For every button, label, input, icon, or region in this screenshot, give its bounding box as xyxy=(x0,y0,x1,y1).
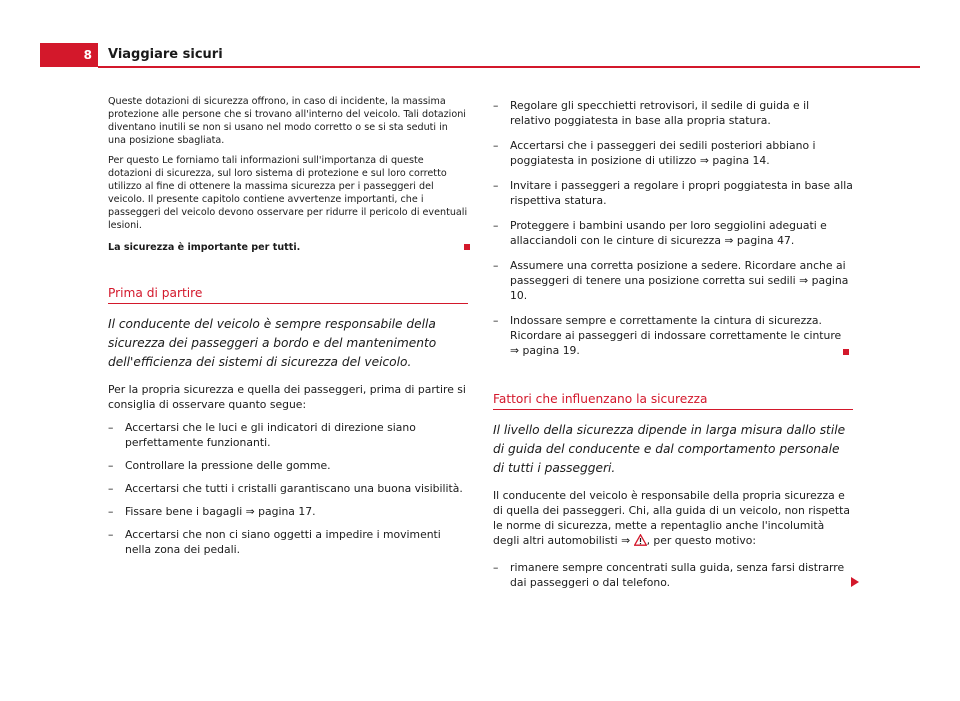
intro-paragraph-1: Queste dotazioni di sicurezza offrono, in caso di incidente, la massima protezione alle persone che si trovano all'interno del veicolo. Tali dotazioni diventano inutili se non si usano nel modo corretto o se si sta seduti in una posizione sbagliata. xyxy=(108,96,466,146)
list-item: – Accertarsi che le luci e gli indicatori di direzione siano perfettamente funzionanti. xyxy=(108,420,468,450)
section-title-prima-di-partire: Prima di partire xyxy=(108,284,468,304)
page-title: Viaggiare sicuri xyxy=(108,47,223,62)
page-reference-link[interactable]: ⇒ pagina 47. xyxy=(724,234,795,247)
section-body: Il conducente del veicolo è responsabile della propria sicurezza e di quella dei passeggeri. Chi, alla guida di un veicolo, non rispetta le norme di sicurezza, mette a repentaglio anche l'incolumità degli altri automobilisti ⇒ , per questo motivo: xyxy=(493,489,850,547)
section-end-icon xyxy=(464,244,470,250)
list-item: – Indossare sempre e correttamente la cintura di sicurezza. Ricordare ai passeggeri di indossare correttamente le cinture ⇒ pagina 19. xyxy=(493,313,853,358)
page-reference-link[interactable]: ⇒ pagina 14. xyxy=(699,154,770,167)
list-item: – Regolare gli specchietti retrovisori, il sedile di guida e il relativo poggiatesta in base alla propria statura. xyxy=(493,98,853,128)
checklist xyxy=(108,420,468,557)
list-item: – Accertarsi che tutti i cristalli garantiscano una buona visibilità. xyxy=(108,481,468,496)
right-column xyxy=(493,98,853,590)
list-item: – Accertarsi che i passeggeri dei sedili posteriori abbiano i poggiatesta in posizione di utilizzo ⇒ pagina 14. xyxy=(493,138,853,168)
page-reference-link[interactable]: ⇒ pagina 10. xyxy=(510,274,849,302)
checklist-final xyxy=(493,560,853,590)
page-reference-link[interactable]: ⇒ pagina 19. xyxy=(510,344,580,357)
warning-triangle-icon xyxy=(634,534,647,546)
checklist-continued xyxy=(493,98,853,358)
continue-arrow-icon xyxy=(851,577,859,587)
safety-note xyxy=(108,241,468,254)
section-intro: Per la propria sicurezza e quella dei passeggeri, prima di partire si consiglia di osservare quanto segue: xyxy=(108,383,466,411)
section-end-icon xyxy=(843,349,849,355)
list-item: – Accertarsi che non ci siano oggetti a impedire i movimenti nella zona dei pedali. xyxy=(108,527,468,557)
list-item: – Controllare la pressione delle gomme. xyxy=(108,458,468,473)
intro-paragraph-2: Per questo Le forniamo tali informazioni sull'importanza di queste dotazioni di sicurezza, sul loro sistema di protezione e sul loro corretto utilizzo al fine di ottenere la massima sicurezza per i passeggeri del veicolo. Il presente capitolo contiene avvertenze importanti, che i passeggeri del veicolo devono osservare per ridurre il pericolo di eventuali lesioni. xyxy=(108,155,468,231)
safety-note-text: La sicurezza è importante per tutti. xyxy=(108,242,301,253)
list-item: – Proteggere i bambini usando per loro seggiolini adeguati e allacciandoli con le cinture di sicurezza ⇒ pagina 47. xyxy=(493,218,853,248)
warning-reference-link[interactable]: ⇒ xyxy=(621,534,646,547)
header-divider xyxy=(98,66,920,68)
section-lead: Il conducente del veicolo è sempre responsabile della sicurezza dei passeggeri a bordo e del mantenimento dell'efficienza dei sistemi di sicurezza del veicolo. xyxy=(108,317,437,369)
list-item: – rimanere sempre concentrati sulla guida, senza farsi distrarre dai passeggeri o dal telefono. xyxy=(493,560,853,590)
left-column xyxy=(108,95,468,557)
page-number: 8 xyxy=(40,43,98,67)
list-item: – Assumere una corretta posizione a sedere. Ricordare anche ai passeggeri di tenere una posizione corretta sui sedili ⇒ pagina 10. xyxy=(493,258,853,303)
page-reference-link[interactable]: ⇒ pagina 17. xyxy=(245,505,316,518)
section-title-fattori: Fattori che influenzano la sicurezza xyxy=(493,390,853,410)
list-item: – Invitare i passeggeri a regolare i propri poggiatesta in base alla rispettiva statura. xyxy=(493,178,853,208)
list-item: – Fissare bene i bagagli ⇒ pagina 17. xyxy=(108,504,468,519)
section-lead: Il livello della sicurezza dipende in larga misura dallo stile di guida del conducente e dal comportamento personale di tutti i passeggeri. xyxy=(493,423,846,475)
